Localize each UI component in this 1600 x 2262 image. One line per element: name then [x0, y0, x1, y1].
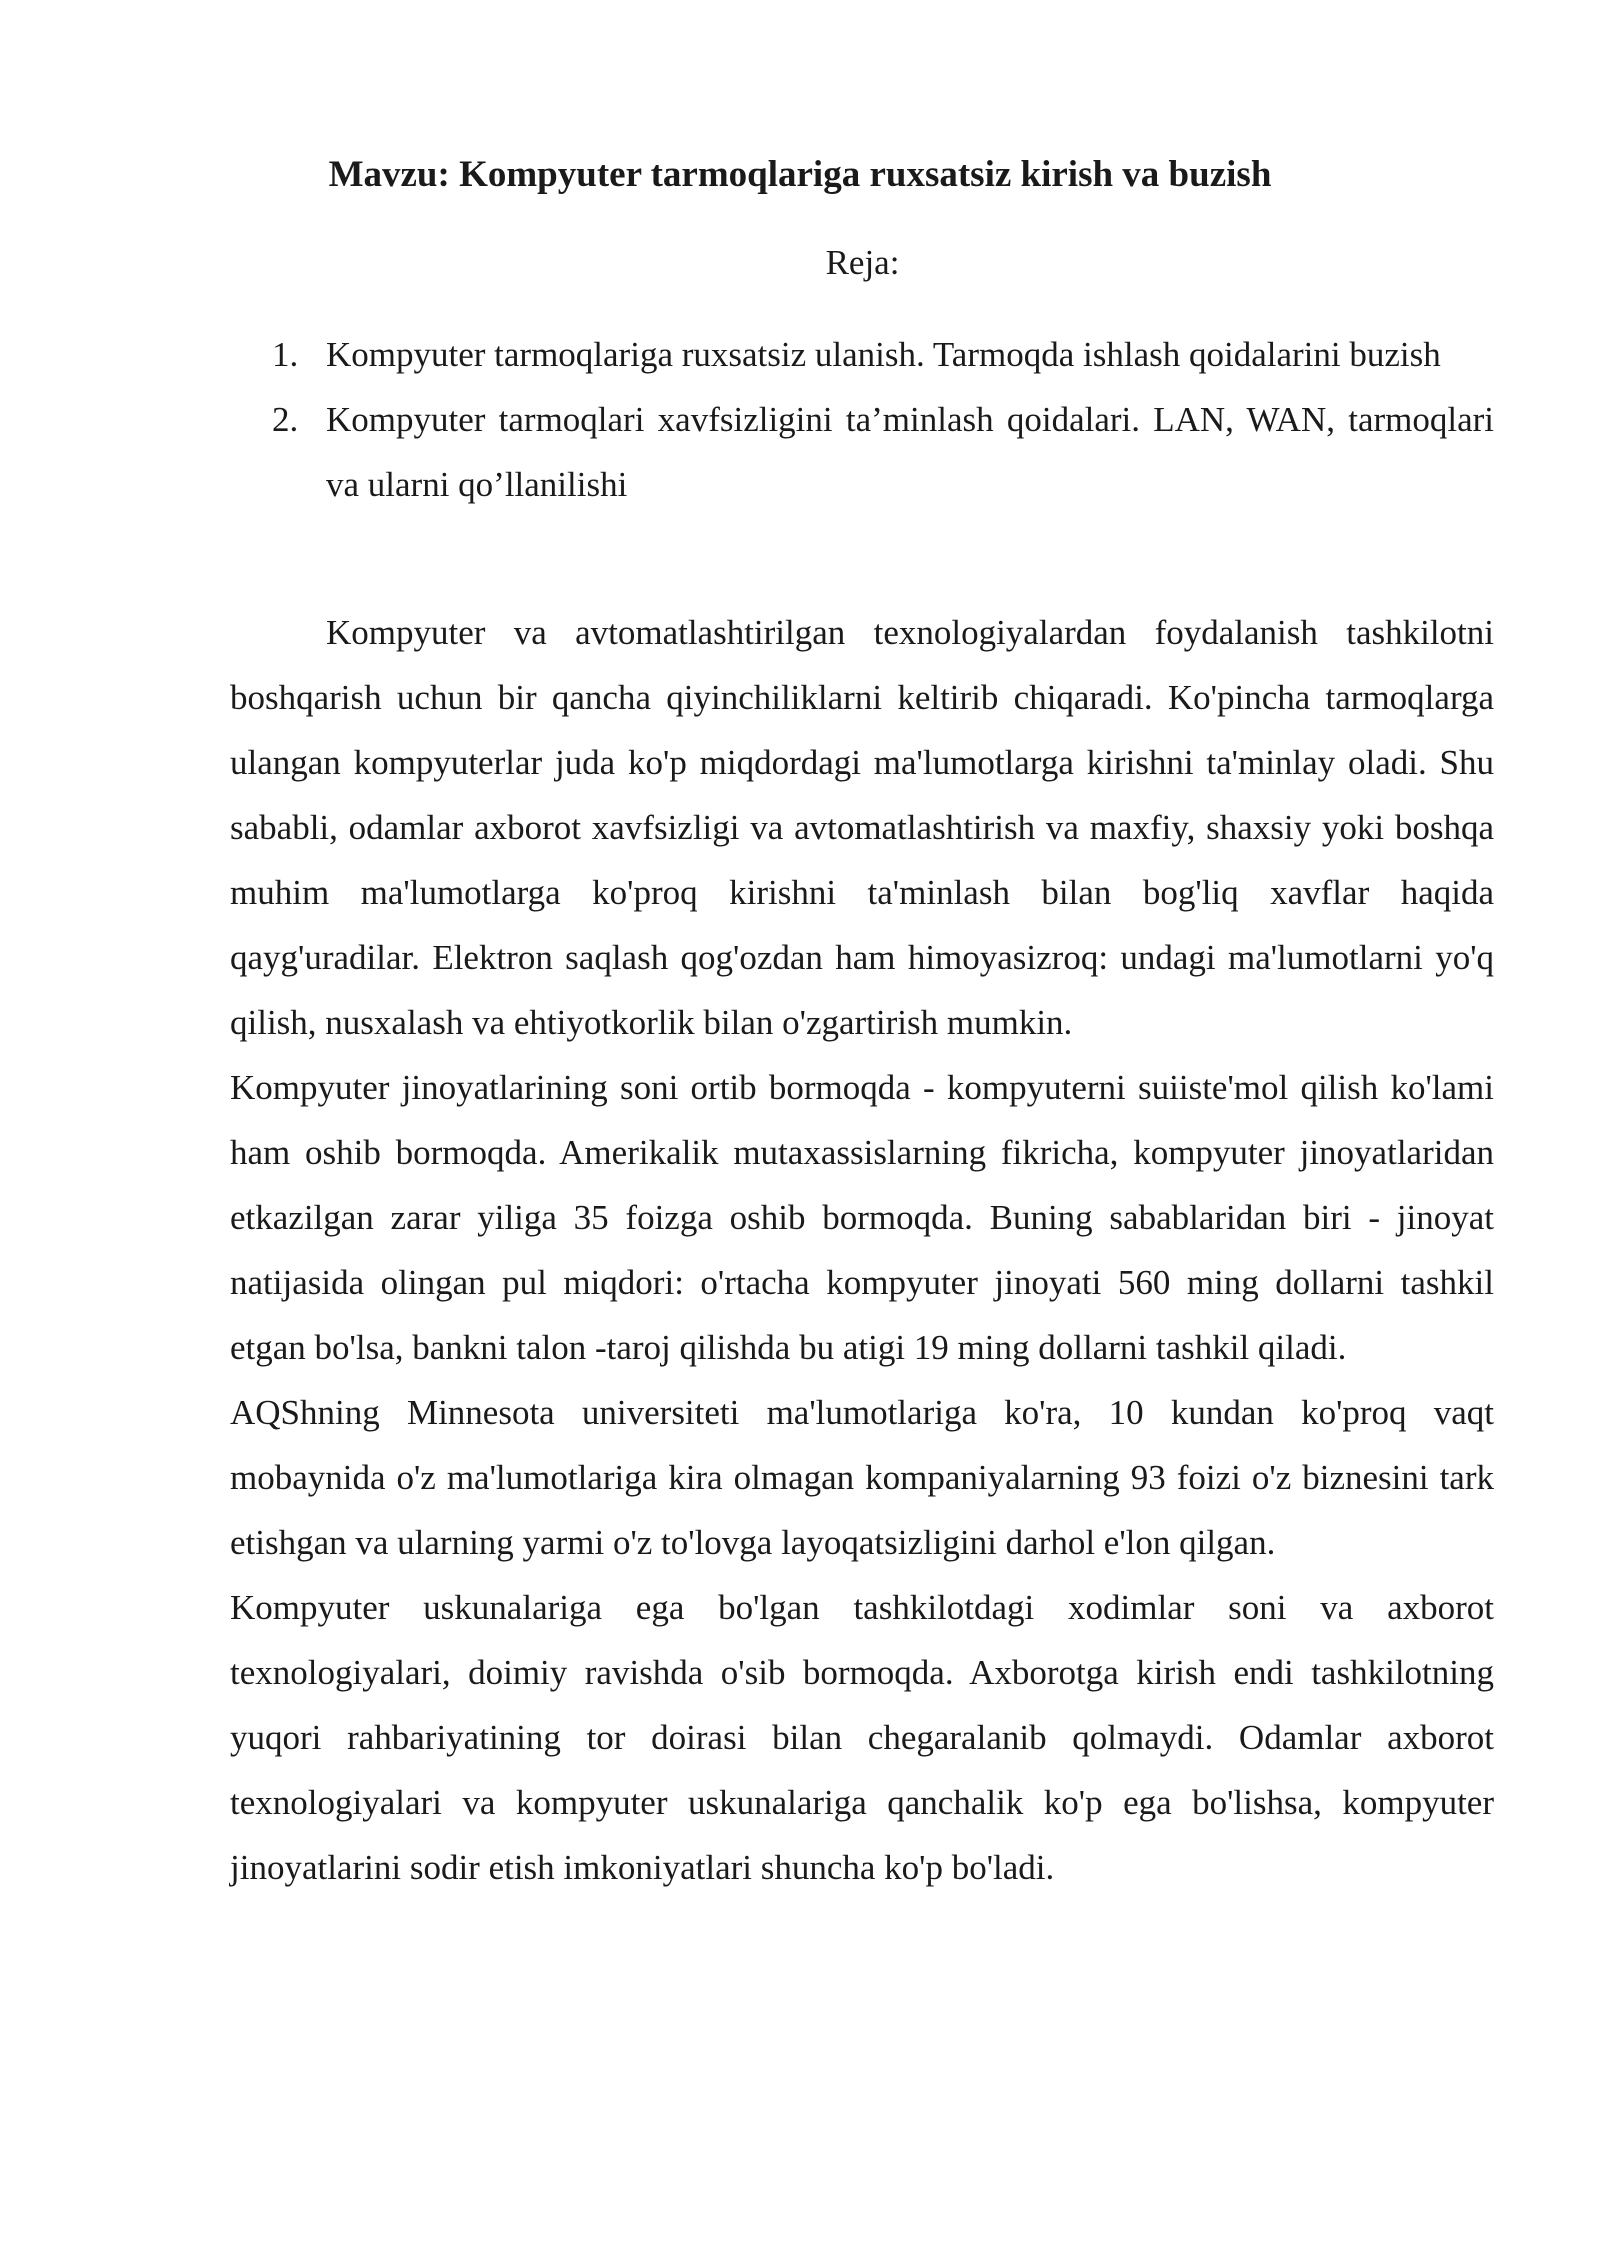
body-paragraph: AQShning Minnesota universiteti ma'lumotlariga ko'ra, 10 kundan ko'proq vaqt mobaynida o'z ma'lumotlariga kira olmagan kompaniyalarning 93 foizi o'z biznesini tark etishgan va ularning yarmi o'z to'lovga layoqatsizligini darhol e'lon qilgan.: [230, 1393, 1494, 1562]
body-paragraph: Kompyuter uskunalariga ega bo'lgan tashkilotdagi xodimlar soni va axborot texnologiyalari, doimiy ravishda o'sib bormoqda. Axborotga kirish endi tashkilotning yuqori rahbariyatining tor doirasi bilan chegaralanib qolmaydi. Odamlar axborot texnologiyalari va kompyuter uskunalariga qanchalik ko'p ega bo'lishsa, kompyuter jinoyatlarini sodir etish imkoniyatlari shuncha ko'p bo'ladi.: [230, 1588, 1494, 1887]
plan-item-text: Kompyuter tarmoqlari xavfsizligini ta’minlash qoidalari. LAN, WAN, tarmoqlari va ularni qo’llanilishi: [326, 400, 1494, 504]
body-paragraph: Kompyuter jinoyatlarining soni ortib bormoqda - kompyuterni suiiste'mol qilish ko'lami ham oshib bormoqda. Amerikalik mutaxassislarning fikricha, kompyuter jinoyatlaridan etkazilgan zarar yiliga 35 foizga oshib bormoqda. Buning sabablaridan biri - jinoyat natijasida olingan pul miqdori: o'rtacha kompyuter jinoyati 560 ming dollarni tashkil etgan bo'lsa, bankni talon -taroj qilishda bu atigi 19 ming dollarni tashkil qiladi.: [230, 1068, 1494, 1367]
plan-item: [272, 322, 1494, 387]
document-title: Mavzu: Kompyuter tarmoqlariga ruxsatsiz kirish va buzish: [328, 154, 1272, 195]
plan-item: [272, 387, 1494, 517]
body-paragraph: Kompyuter va avtomatlashtirilgan texnologiyalardan foydalanish tashkilotni boshqarish uchun bir qancha qiyinchiliklarni keltirib chiqaradi. Ko'pincha tarmoqlarga ulangan kompyuterlar juda ko'p miqdordagi ma'lumotlarga kirishni ta'minlay oladi. Shu sababli, odamlar axborot xavfsizligi va avtomatlashtirish va maxfiy, shaxsiy yoki boshqa muhim ma'lumotlarga ko'proq kirishni ta'minlash bilan bog'liq xavflar haqida qayg'uradilar. Elektron saqlash qog'ozdan ham himoyasizroq: undagi ma'lumotlarni yo'q qilish, nusxalash va ehtiyotkorlik bilan o'zgartirish mumkin.: [230, 613, 1494, 1042]
document-body: [230, 600, 1494, 1900]
plan-item-number: 1.: [272, 335, 299, 374]
plan-item-text: Kompyuter tarmoqlariga ruxsatsiz ulanish. Tarmoqda ishlash qoidalarini buzish: [326, 335, 1441, 374]
plan-heading: Reja:: [825, 243, 900, 282]
plan-list: [272, 322, 1494, 517]
plan-item-number: 2.: [272, 400, 299, 439]
